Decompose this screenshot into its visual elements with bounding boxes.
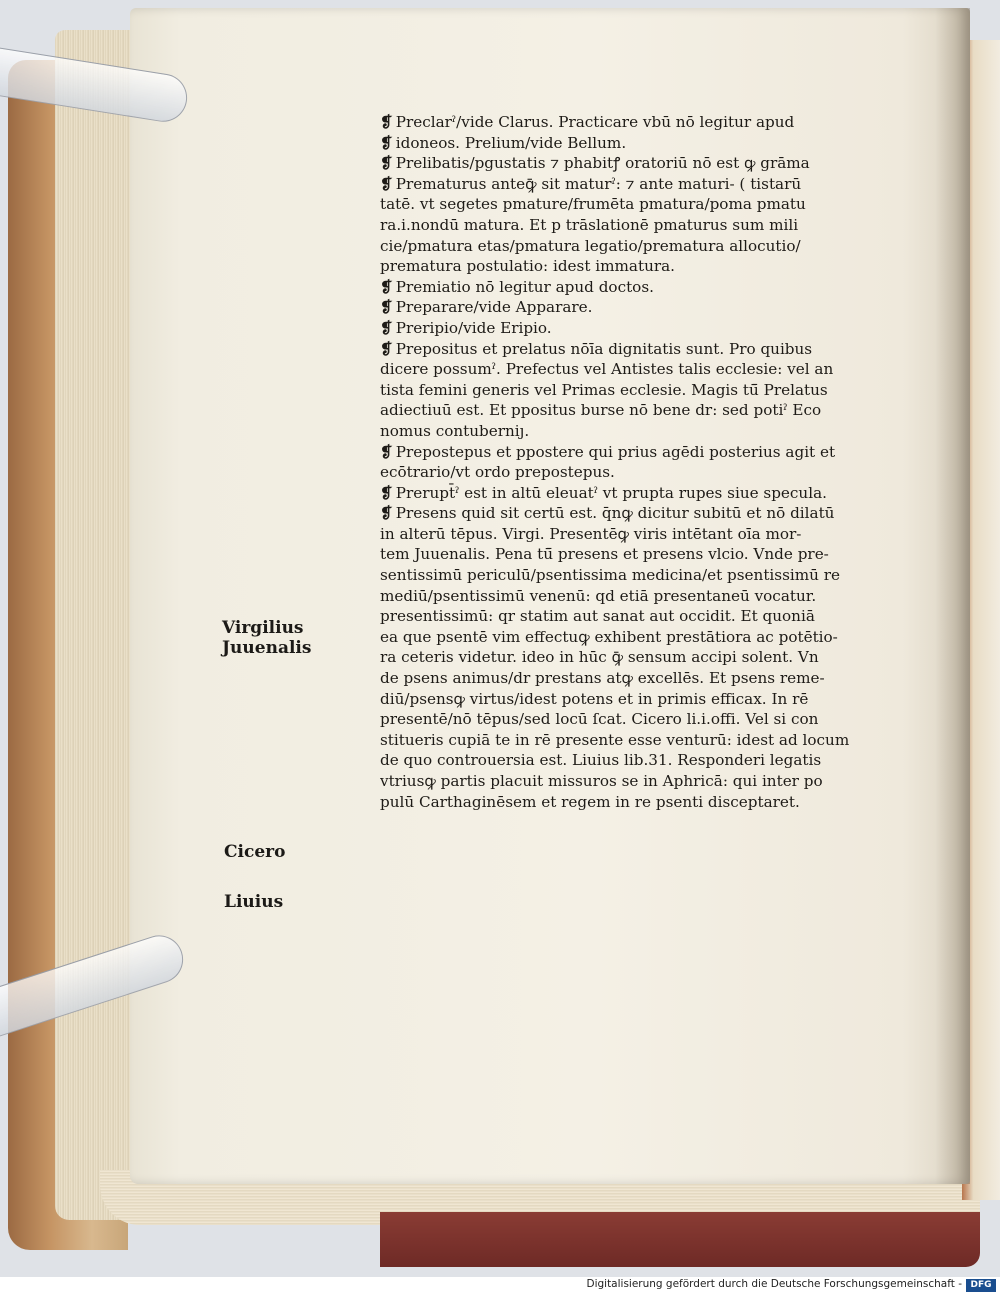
text-line-content: Preparare/vide Apparare. — [395, 298, 593, 317]
text-line — [380, 421, 912, 442]
marginal-note-juuenalis: Juuenalis — [222, 638, 312, 658]
marginal-note-virgilius: Virgilius — [222, 618, 304, 638]
text-line-content: ra.i.nondū matura. Et p trāslationē pmaturus sum mili — [380, 215, 799, 234]
text-line — [380, 194, 912, 215]
paragraph-mark-icon: ❡ — [380, 277, 393, 296]
text-line — [380, 709, 912, 730]
text-line-content: tatē. vt segetes pmature/frumēta pmatura/poma pmatu — [380, 195, 806, 214]
text-line — [380, 668, 912, 689]
text-line — [380, 174, 912, 195]
text-line-content: cie/pmatura etas/pmatura legatio/prematura allocutio/ — [380, 236, 801, 255]
text-line-content: nomus contuberniȷ. — [380, 421, 530, 440]
paragraph-mark-icon: ❡ — [380, 504, 393, 523]
text-line-content: diū/psensꝙ virtus/idest potens et in primis efficax. In rē — [380, 689, 809, 708]
paragraph-mark-icon: ❡ — [380, 154, 393, 173]
text-line-content: Prelibatis/pgustatis ⁊ phabitꝭ oratoriū nō est ꝙ grāma — [395, 154, 810, 173]
paragraph-mark-icon: ❡ — [380, 442, 393, 461]
text-line — [380, 297, 912, 318]
text-line — [380, 483, 912, 504]
paragraph-mark-icon: ❡ — [380, 318, 393, 337]
text-line — [380, 750, 912, 771]
text-line — [380, 586, 912, 607]
text-line-content: vtriusꝙ partis placuit missuros se in Aphricā: qui inter po — [380, 772, 823, 790]
text-line — [380, 215, 912, 236]
text-line-content: dicere possumˀ. Prefectus vel Antistes talis ecclesie: vel an — [380, 360, 834, 379]
text-line-content: ecōtrario/vt ordo prepostерus. — [380, 463, 615, 482]
text-line — [380, 359, 912, 380]
text-line-content: prematura postulatio: idest immatura. — [380, 257, 675, 276]
text-line — [380, 771, 912, 792]
text-line — [380, 400, 912, 421]
text-line-content: de psens animus/dr prestans atꝙ excellēs. Et psens reme- — [380, 669, 825, 688]
marginal-note-liuius: Liuius — [224, 892, 284, 912]
text-line-content: Preripio/vide Eripio. — [395, 318, 552, 337]
text-line-content: Preclarˀ/vide Clarus. Practicare vbū nō legitur apud — [395, 113, 795, 131]
text-line-content: tem Juuenalis. Pena tū̄ presens et presens vlcio. Vnde pre- — [380, 545, 829, 564]
text-line — [380, 112, 912, 133]
marginal-note-cicero: Cicero — [224, 842, 286, 862]
paragraph-mark-icon: ❡ — [380, 298, 393, 317]
text-line — [380, 339, 912, 360]
text-line-content: idoneos. Prelium/vide Bellum. — [395, 133, 627, 152]
gutter-shadow — [935, 8, 970, 1184]
text-line-content: ra ceteris videtur. ideo in hūc ꝙ̄ sensum accipi solent. Vn — [380, 648, 819, 667]
text-line — [380, 462, 912, 483]
paragraph-mark-icon: ❡ — [380, 174, 393, 193]
text-line — [380, 318, 912, 339]
paragraph-mark-icon: ❡ — [380, 113, 393, 131]
dfg-logo: DFG — [966, 1279, 996, 1292]
text-line-content: Prepositus et prelatus nōīa dignitatis sunt. Pro quibus — [395, 339, 813, 358]
footer-credit: Digitalisierung gefördert durch die Deutsche Forschungsgemeinschaft - — [586, 1278, 962, 1290]
text-line — [380, 730, 912, 751]
text-line-content: pulū Carthaginēsem et regem in re psenti disceptaret. — [380, 792, 800, 811]
text-line — [380, 606, 912, 627]
text-line-content: tista femini generis vel Primas ecclesie. Magis tū̄ Prelatus — [380, 380, 828, 399]
text-line-content: Presens quid sit certū est. q̄nꝙ dicitur subitū et nō dilatū — [395, 504, 835, 523]
text-line-content: Premiatio nō legitur apud doctos. — [395, 277, 654, 296]
text-line — [380, 689, 912, 710]
paragraph-mark-icon: ❡ — [380, 483, 393, 502]
book-cover-bottom — [380, 1212, 980, 1267]
text-line-content: Prematurus anteꝙ̄ sit maturˀ: ⁊ ante maturi- ( tistarū — [395, 174, 802, 193]
paragraph-mark-icon: ❡ — [380, 339, 393, 358]
text-line — [380, 627, 912, 648]
text-line-content: sentissimū periculū/psentissima medicina/et psentissimū re — [380, 566, 840, 585]
text-line — [380, 380, 912, 401]
text-line — [380, 792, 912, 813]
text-line — [380, 153, 912, 174]
text-line-content: ea que psentē vim effectuꝙ exhibent prestātiora ac potētio- — [380, 627, 838, 646]
text-line — [380, 277, 912, 298]
text-line — [380, 133, 912, 154]
text-line-content: de quo controuersia est. Liuius lib.31. Responderi legatis — [380, 751, 822, 770]
text-line-content: Prerupt̄ˀ est in altū eleuatˀ vt prupta rupes siue specula. — [395, 483, 827, 502]
text-line — [380, 442, 912, 463]
text-line-content: in alterū tēpus. Virgi. Presentēꝙ viris intētant oīa mor- — [380, 524, 802, 543]
text-line — [380, 236, 912, 257]
text-line-content: mediū/psentissimū venenū: qd etiā presentaneū vocatur. — [380, 586, 817, 605]
text-line — [380, 565, 912, 586]
text-line-content: presentissimū: qr statim aut sanat aut occidit. Et quoniā — [380, 607, 815, 626]
text-line-content: stitueris cupiā te in rē presente esse venturū: idest ad locum — [380, 730, 850, 749]
text-line — [380, 524, 912, 545]
text-line-content: presentē/nō tēpus/sed locū ſcat. Cicero li.i.offi. Vel si con — [380, 710, 819, 729]
text-line-content: Prepostерus et ppostere qui prius agēdi posterius agit et — [395, 442, 836, 461]
text-line — [380, 256, 912, 277]
text-line — [380, 544, 912, 565]
paragraph-mark-icon: ❡ — [380, 133, 393, 152]
main-text-block — [380, 112, 912, 812]
text-line — [380, 503, 912, 524]
text-line-content: adiectiuū est. Et ppositus burse nō bene dr: sed potiˀ Eco — [380, 401, 822, 420]
text-line — [380, 647, 912, 668]
